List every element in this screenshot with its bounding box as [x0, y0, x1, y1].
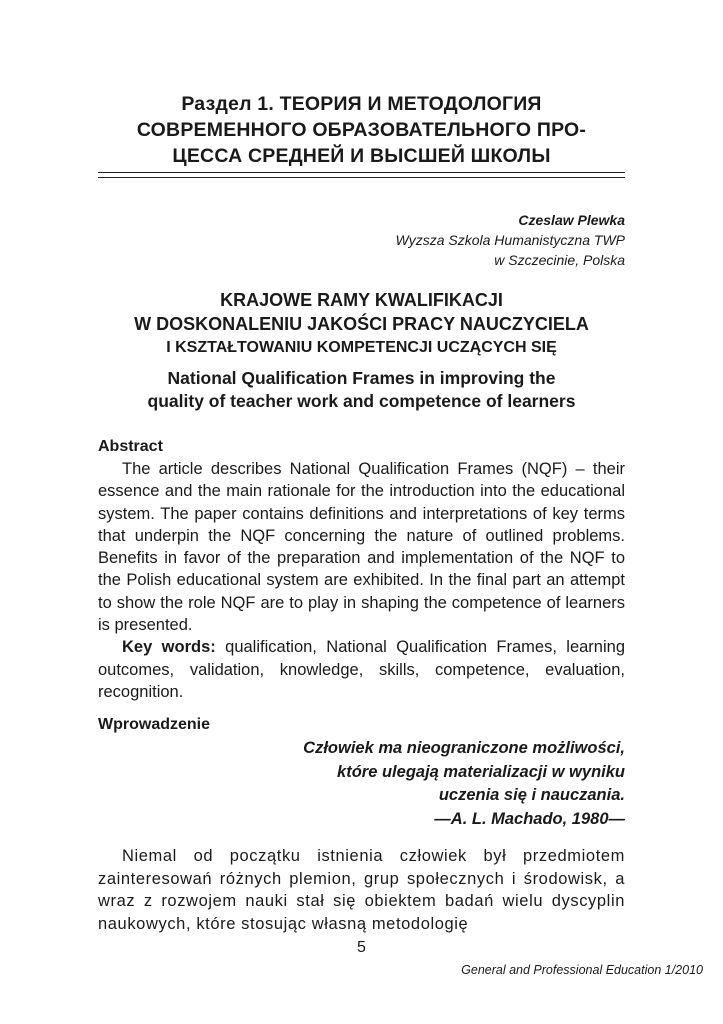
keywords-paragraph — [98, 636, 625, 703]
abstract-body — [98, 458, 625, 703]
article-title-english — [98, 367, 625, 413]
intro-heading: Wprowadzenie — [98, 716, 211, 733]
abstract-heading: Abstract — [98, 438, 163, 455]
title-line: KRAJOWE RAMY KWALIFIKACJI — [220, 290, 503, 310]
keywords-label: Key words: — [122, 638, 216, 657]
title-line: I KSZTAŁTOWANIU KOMPETENCJI UCZĄCYCH SIĘ — [166, 339, 557, 356]
title-line: National Qualification Frames in improving the — [167, 368, 556, 388]
footer-journal: General and Professional Education 1/2010 — [461, 963, 703, 977]
section-title-line: ЦЕССА СРЕДНЕЙ И ВЫСШЕЙ ШКОЛЫ — [172, 145, 551, 167]
author-block — [225, 210, 625, 270]
epigraph-line: które ulegają materializacji w wyniku — [337, 762, 625, 781]
intro-body — [98, 845, 625, 935]
author-name: Czeslaw Plewka — [518, 212, 625, 228]
article-title-polish — [98, 288, 625, 360]
epigraph-author: —A. L. Machado, 1980— — [434, 809, 625, 828]
intro-text: Niemal od początku istnienia człowiek był przedmiotem zainteresowań różnych plemion, grup społecznych i środowisk, a wraz z rozwojem nauki stał się obiektem badań wielu dyscyplin naukowych, które stosując własną metodologię — [98, 847, 625, 933]
section-title — [98, 91, 625, 169]
epigraph-line: uczenia się i nauczania. — [438, 786, 625, 804]
keywords-text: qualification, National Qualification Frames, learning outcomes, validation, knowledge, skills, competence, evaluation, recognition. — [98, 638, 625, 701]
title-line: quality of teacher work and competence of learners — [147, 391, 576, 411]
section-title-line: Раздел 1. ТЕОРИЯ И МЕТОДОЛОГИЯ — [181, 93, 542, 115]
epigraph — [205, 737, 625, 831]
header-rule-top — [98, 172, 625, 173]
author-affiliation: Wyzsza Szkola Humanistyczna TWP — [395, 232, 625, 248]
title-line: W DOSKONALENIU JAKOŚCI PRACY NAUCZYCIELA — [134, 314, 589, 334]
author-location: w Szczecinie, Polska — [494, 252, 625, 268]
abstract-text: The article describes National Qualification Frames (NQF) – their essence and the main rationale for the introduction into the educational system. The paper contains definitions and interpretations of key terms that underpin the NQF concerning the nature of outlined problems. Benefits in favor of the preparation and implementation of the NQF to the Polish educational system are exhibited. In the final part an attempt to show the role NQF are to play in shaping the competence of learners is presented. — [98, 460, 625, 635]
page-number: 5 — [357, 939, 366, 956]
epigraph-line: Człowiek ma nieograniczone możliwości, — [303, 739, 625, 757]
section-title-line: СОВРЕМЕННОГО ОБРАЗОВАТЕЛЬНОГО ПРО- — [136, 119, 587, 141]
header-rule-bottom — [98, 177, 625, 178]
